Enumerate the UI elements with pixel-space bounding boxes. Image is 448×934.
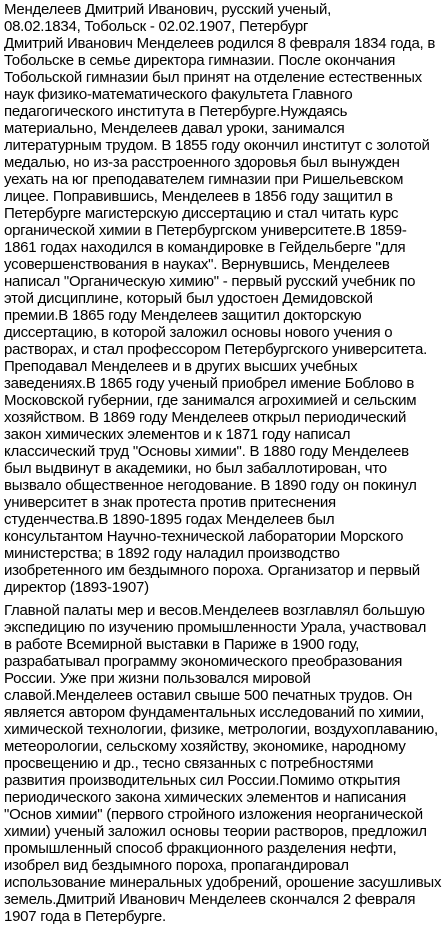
article-block-upper xyxy=(4,1,442,595)
text-line: экспедицию по изучению промышленности Урала, участвовал xyxy=(4,619,427,636)
text-line: был выдвинут в академики, но был забаллотирован, что xyxy=(4,460,387,477)
text-line: просвещению и др., тесно связанных с потребностями xyxy=(4,755,374,772)
text-line: литературным трудом. В 1855 году окончил институт с золотой xyxy=(4,137,430,154)
text-line: "Основ химии" (первого стройного изложения неорганической xyxy=(4,806,423,823)
text-line: университет в знак протеста против притеснения xyxy=(4,494,336,511)
text-line: медалью, но из-за расстроенного здоровья был вынужден xyxy=(4,154,400,171)
text-line: славой.Менделеев оставил свыше 500 печатных трудов. Он xyxy=(4,687,413,704)
text-line: заведениях.В 1865 году ученый приобрел имение Боблово в xyxy=(4,375,415,392)
text-line: периодического закона химических элементов и написания xyxy=(4,789,406,806)
text-line: развития производительных сил России.Помимо открытия xyxy=(4,772,401,789)
text-line: этой дисциплине, который был удостоен Демидовской xyxy=(4,290,373,307)
text-line: Главной палаты мер и весов.Менделеев возглавлял большую xyxy=(4,602,425,619)
text-line: метеорологии, сельскому хозяйству, экономике, народному xyxy=(4,738,406,755)
text-line: наук физико-математического факультета Главного xyxy=(4,86,353,103)
text-line: уехать на юг преподавателем гимназии при Ришельевском xyxy=(4,171,404,188)
text-line: изобрел вид бездымного пороха, пропагандировал xyxy=(4,857,349,874)
text-line: органической химии в Петербургском университете.В 1859- xyxy=(4,222,407,239)
text-line: хозяйством. В 1869 году Менделеев открыл периодический xyxy=(4,409,407,426)
text-line: химии) ученый заложил основы теории растворов, предложил xyxy=(4,823,427,840)
text-line: промышленный способ фракционного разделения нефти, xyxy=(4,840,397,857)
text-line: вызвало общественное негодование. В 1890 году он покинул xyxy=(4,477,417,494)
text-line: усовершенствования в науках". Вернувшись, Менделеев xyxy=(4,256,390,273)
text-line: растворах, и стал профессором Петербургского университета. xyxy=(4,341,427,358)
text-line: Преподавал Менделеев и в других высших учебных xyxy=(4,358,358,375)
text-line: Московской губернии, где занимался агрохимией и сельским xyxy=(4,392,417,409)
text-line: является автором фундаментальных исследований по химии, xyxy=(4,704,425,721)
text-line: студенчества.В 1890-1895 годах Менделеев был xyxy=(4,511,335,528)
text-line: написал "Органическую химию" - первый русский учебник по xyxy=(4,273,416,290)
text-line: материально, Менделеев давал уроки, занимался xyxy=(4,120,345,137)
text-line: Тобольской гимназии был принят на отделение естественных xyxy=(4,69,422,86)
text-line: Петербурге магистерскую диссертацию и стал читать курс xyxy=(4,205,399,222)
text-line: лицее. Поправившись, Менделеев в 1856 году защитил в xyxy=(4,188,393,205)
text-line: диссертацию, в которой заложил основы нового учения о xyxy=(4,324,393,341)
text-line: 1861 годах находился в командировке в Гейдельберге "для xyxy=(4,239,406,256)
text-line: использование минеральных удобрений, орошение засушливых xyxy=(4,874,442,891)
text-line: закон химических элементов и к 1871 году написал xyxy=(4,426,351,443)
text-line: консультантом Научно-технической лаборатории Морского xyxy=(4,528,404,545)
text-line: классический труд "Основы химии". В 1880 году Менделеев xyxy=(4,443,409,460)
text-line: премии.В 1865 году Менделеев защитил докторскую xyxy=(4,307,362,324)
text-line: разрабатывал программу экономического преобразования xyxy=(4,653,403,670)
text-line: директор (1893-1907) xyxy=(4,579,149,595)
text-line: России. Уже при жизни пользовался мировой xyxy=(4,670,311,687)
text-line: Дмитрий Иванович Менделеев родился 8 февраля 1834 года, в xyxy=(4,35,436,52)
header-line-dates: 08.02.1834, Тобольск - 02.02.1907, Петербург xyxy=(4,18,309,35)
text-line: в работе Всемирной выставки в Париже в 1900 году, xyxy=(4,636,360,653)
text-line: земель.Дмитрий Иванович Менделеев скончался 2 февраля xyxy=(4,891,416,908)
article-block-lower xyxy=(4,602,442,932)
text-line: Тобольске в семье директора гимназии. После окончания xyxy=(4,52,396,69)
text-line: 1907 года в Петербурге. xyxy=(4,908,166,925)
text-line: химической технологии, физике, метрологии, воздухоплаванию, xyxy=(4,721,438,738)
text-line: министерства; в 1892 году наладил производство xyxy=(4,545,340,562)
header-line-name: Менделеев Дмитрий Иванович, русский ученый, xyxy=(4,1,332,18)
text-line: изобретенного им бездымного пороха. Организатор и первый xyxy=(4,562,420,579)
text-line: педагогического института в Петербурге.Нуждаясь xyxy=(4,103,348,120)
